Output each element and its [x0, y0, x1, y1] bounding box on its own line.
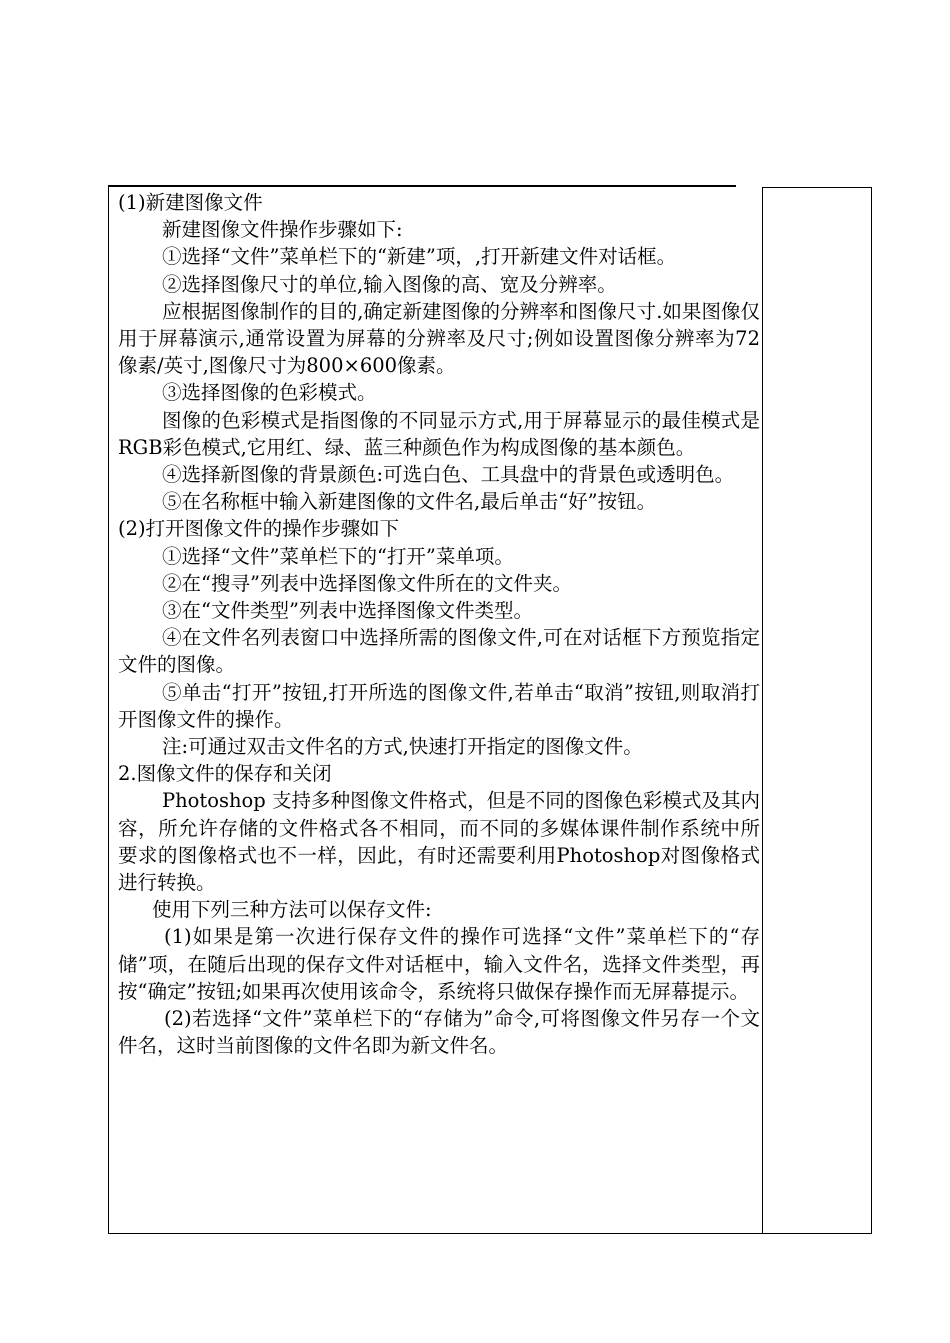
paragraph: (1)如果是第一次进行保存文件的操作可选择“文件”菜单栏下的“存储”项，在随后出现的保存文件对话框中，输入文件名，选择文件类型，再按“确定”按钮;如果再次使用该命令，系统将只做保存操作而无屏幕提示。 — [118, 925, 760, 1003]
section-heading-save-close: 2.图像文件的保存和关闭 — [118, 762, 332, 786]
paragraph: 应根据图像制作的目的,确定新建图像的分辨率和图像尺寸.如果图像仅用于屏幕演示,通常设置为屏幕的分辨率及尺寸;例如设置图像分辨率为72像素/英寸,图像尺寸为800×600像素。 — [118, 299, 760, 378]
table-column-divider — [762, 187, 763, 1234]
paragraph: ④在文件名列表窗口中选择所需的图像文件,可在对话框下方预览指定文件的图像。 — [118, 626, 760, 677]
main-content-cell — [118, 189, 760, 1060]
paragraph: Photoshop 支持多种图像文件格式，但是不同的图像色彩模式及其内容，所允许存储的文件格式各不相同，而不同的多媒体课件制作系统中所要求的图像格式也不一样，因此，有时还需要利用Photoshop对图像格式进行转换。 — [118, 789, 760, 895]
paragraph: ⑤单击“打开”按钮,打开所选的图像文件,若单击“取消”按钮,则取消打开图像文件的操作。 — [118, 680, 760, 731]
paragraph: ⑤在名称框中输入新建图像的文件名,最后单击“好”按钮。 — [162, 490, 657, 514]
paragraph: ③在“文件类型”列表中选择图像文件类型。 — [162, 599, 533, 623]
paragraph: 使用下列三种方法可以保存文件: — [152, 898, 432, 922]
paragraph: ③选择图像的色彩模式。 — [162, 381, 377, 405]
paragraph: ①选择“文件”菜单栏下的“打开”菜单项。 — [162, 544, 514, 568]
section-heading-open-image: (2)打开图像文件的操作步骤如下 — [118, 517, 400, 541]
paragraph: ②在“搜寻”列表中选择图像文件所在的文件夹。 — [162, 571, 572, 595]
paragraph-note: 注:可通过双击文件名的方式,快速打开指定的图像文件。 — [162, 735, 643, 759]
section-heading-new-image: (1)新建图像文件 — [118, 191, 263, 214]
paragraph: (2)若选择“文件”菜单栏下的“存储为”命令,可将图像文件另存一个文件名，这时当前图像的文件名即为新文件名。 — [118, 1007, 760, 1058]
paragraph: 图像的色彩模式是指图像的不同显示方式,用于屏幕显示的最佳模式是RGB彩色模式,它用红、绿、蓝三种颜色作为构成图像的基本颜色。 — [118, 408, 760, 459]
paragraph: ①选择“文件”菜单栏下的“新建”项，,打开新建文件对话框。 — [162, 245, 677, 269]
paragraph: 新建图像文件操作步骤如下: — [162, 218, 403, 242]
paragraph: ②选择图像尺寸的单位,输入图像的高、宽及分辨率。 — [162, 272, 617, 296]
paragraph: ④选择新图像的背景颜色:可选白色、工具盘中的背景色或透明色。 — [162, 463, 735, 487]
